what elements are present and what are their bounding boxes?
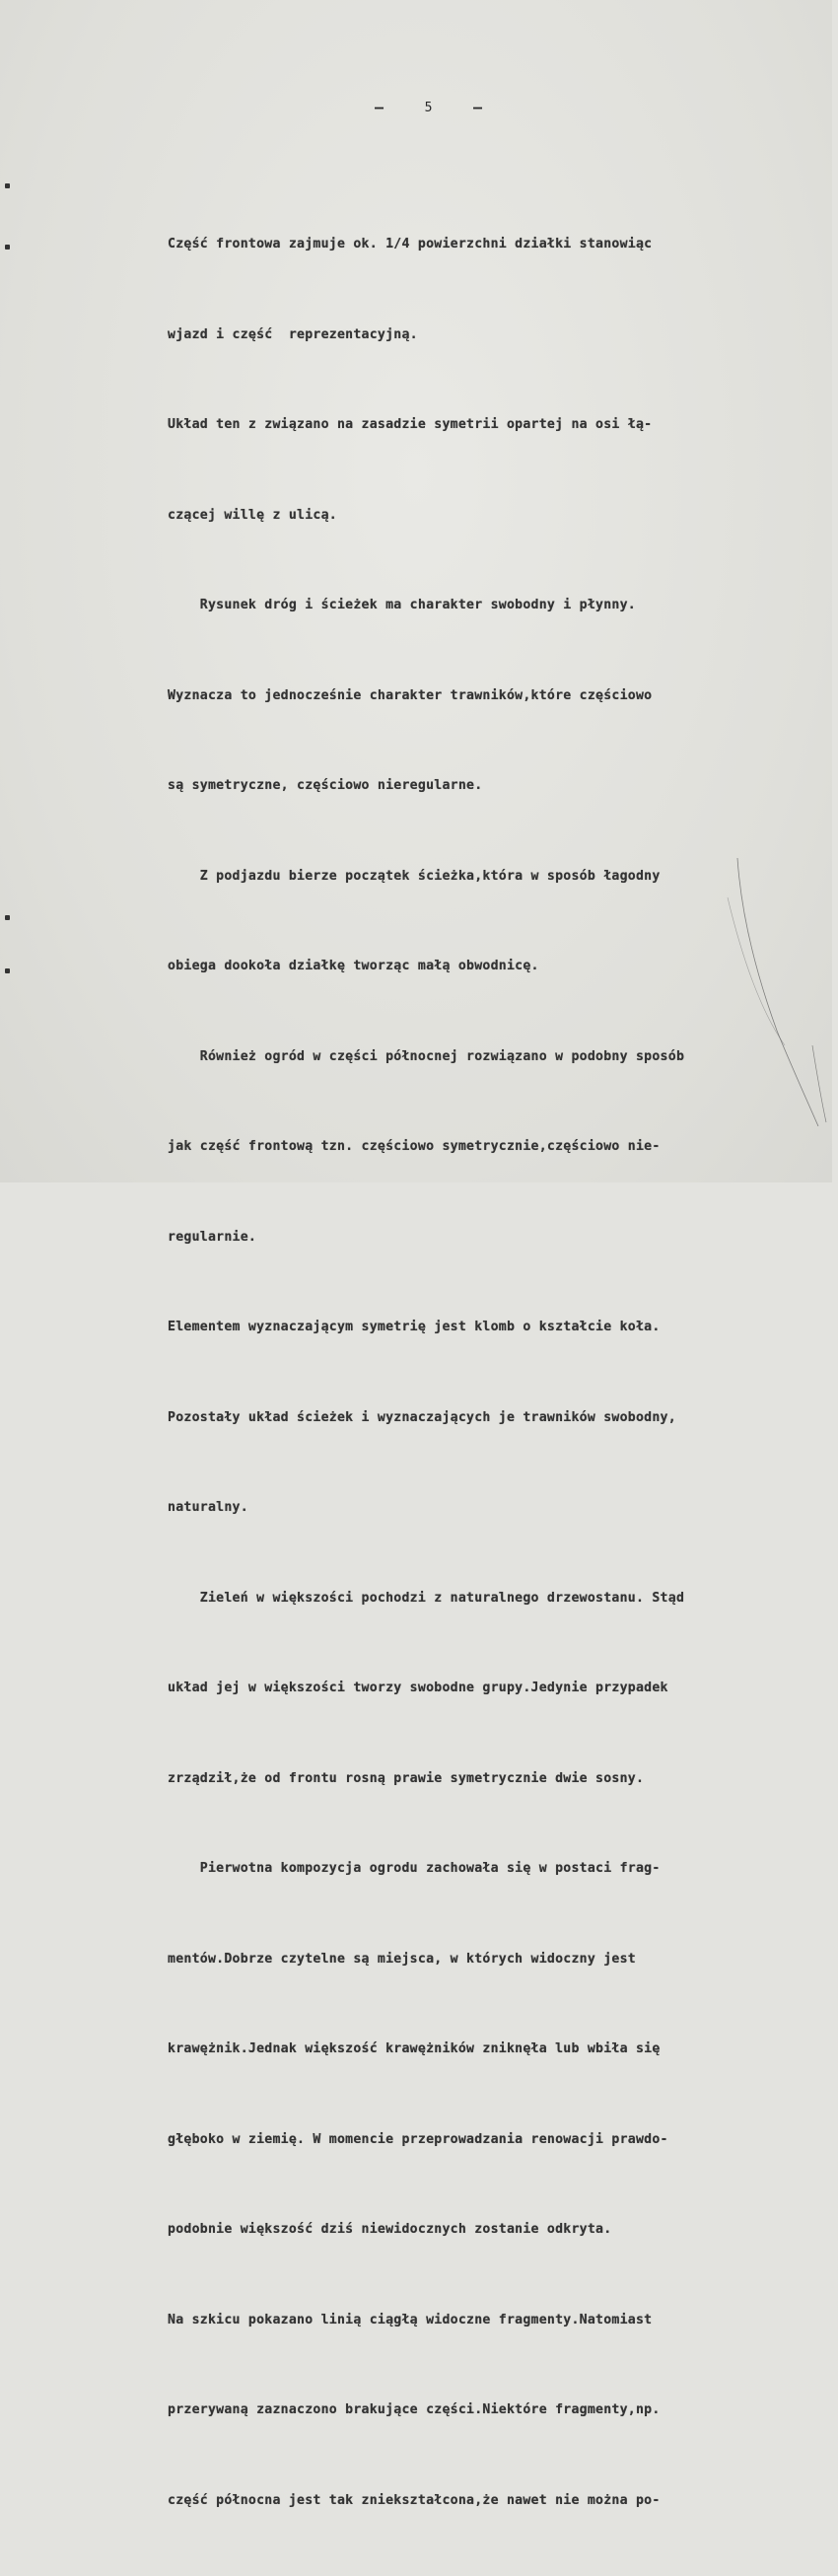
text-line: część północna jest tak zniekształcona,że nawet nie można po- [168,2492,661,2508]
margin-mark [5,968,10,973]
text-line: Zieleń w większości pochodzi z naturalnego drzewostanu. Stąd [168,1590,685,1606]
text-line: Część frontowa zajmuje ok. 1/4 powierzchni działki stanowiąc [168,237,653,251]
margin-mark [5,183,10,188]
text-line: regularnie. [168,1229,257,1245]
text-line: Z podjazdu bierze początek ścieżka,która w sposób łagodny [168,868,661,884]
text-line: jak część frontową tzn. częściowo symetrycznie,częściowo nie- [168,1139,661,1154]
text-line: wjazd i część reprezentacyjną. [168,326,418,342]
margin-mark [5,915,10,920]
text-line: układ jej w większości tworzy swobodne grupy.Jedynie przypadek [168,1681,668,1695]
text-line: głęboko w ziemię. W momencie przeprowadzania renowacji prawdo- [168,2131,668,2147]
text-line: są symetryczne, częściowo nieregularne. [168,778,483,793]
text-line: Elementem wyznaczającym symetrię jest klomb o kształcie koła. [168,1320,661,1334]
text-line: Pierwotna kompozycja ogrodu zachowała się w postaci frag- [168,1861,661,1876]
page-number-header [375,99,483,116]
page-number-dash-left: – [375,99,385,116]
text-line: Układ ten z związano na zasadzie symetrii opartej na osi łą- [168,417,653,432]
text-line: Na szkicu pokazano linią ciągłą widoczne fragmenty.Natomiast [168,2312,653,2327]
page-number-dash-right: – [472,99,483,116]
body-text [168,170,838,2576]
page-number: 5 [424,100,434,115]
text-line: krawężnik.Jednak większość krawężników zniknęła lub wbiła się [168,2041,661,2056]
text-line: Rysunek dróg i ścieżek ma charakter swobodny i płynny. [168,598,636,612]
text-line: obiega dookoła działkę tworząc małą obwodnicę. [168,959,539,973]
text-line: podobnie większość dziś niewidocznych zostanie odkryta. [168,2222,612,2237]
text-line: Wyznacza to jednocześnie charakter trawników,które częściowo [168,687,653,703]
text-line: Również ogród w części północnej rozwiązano w podobny sposób [168,1048,685,1064]
pencil-line-marks [728,858,836,1134]
text-line: przerywaną zaznaczono brakujące części.Niektóre fragmenty,np. [168,2402,661,2417]
text-line: Pozostały układ ścieżek i wyznaczających je trawników swobodny, [168,1409,676,1425]
margin-mark [5,245,10,250]
text-line: naturalny. [168,1500,248,1515]
text-line: czącej willę z ulicą. [168,507,337,523]
text-line: mentów.Dobrze czytelne są miejsca, w których widoczny jest [168,1951,636,1967]
text-line: zrządził,że od frontu rosną prawie symetrycznie dwie sosny. [168,1770,645,1786]
